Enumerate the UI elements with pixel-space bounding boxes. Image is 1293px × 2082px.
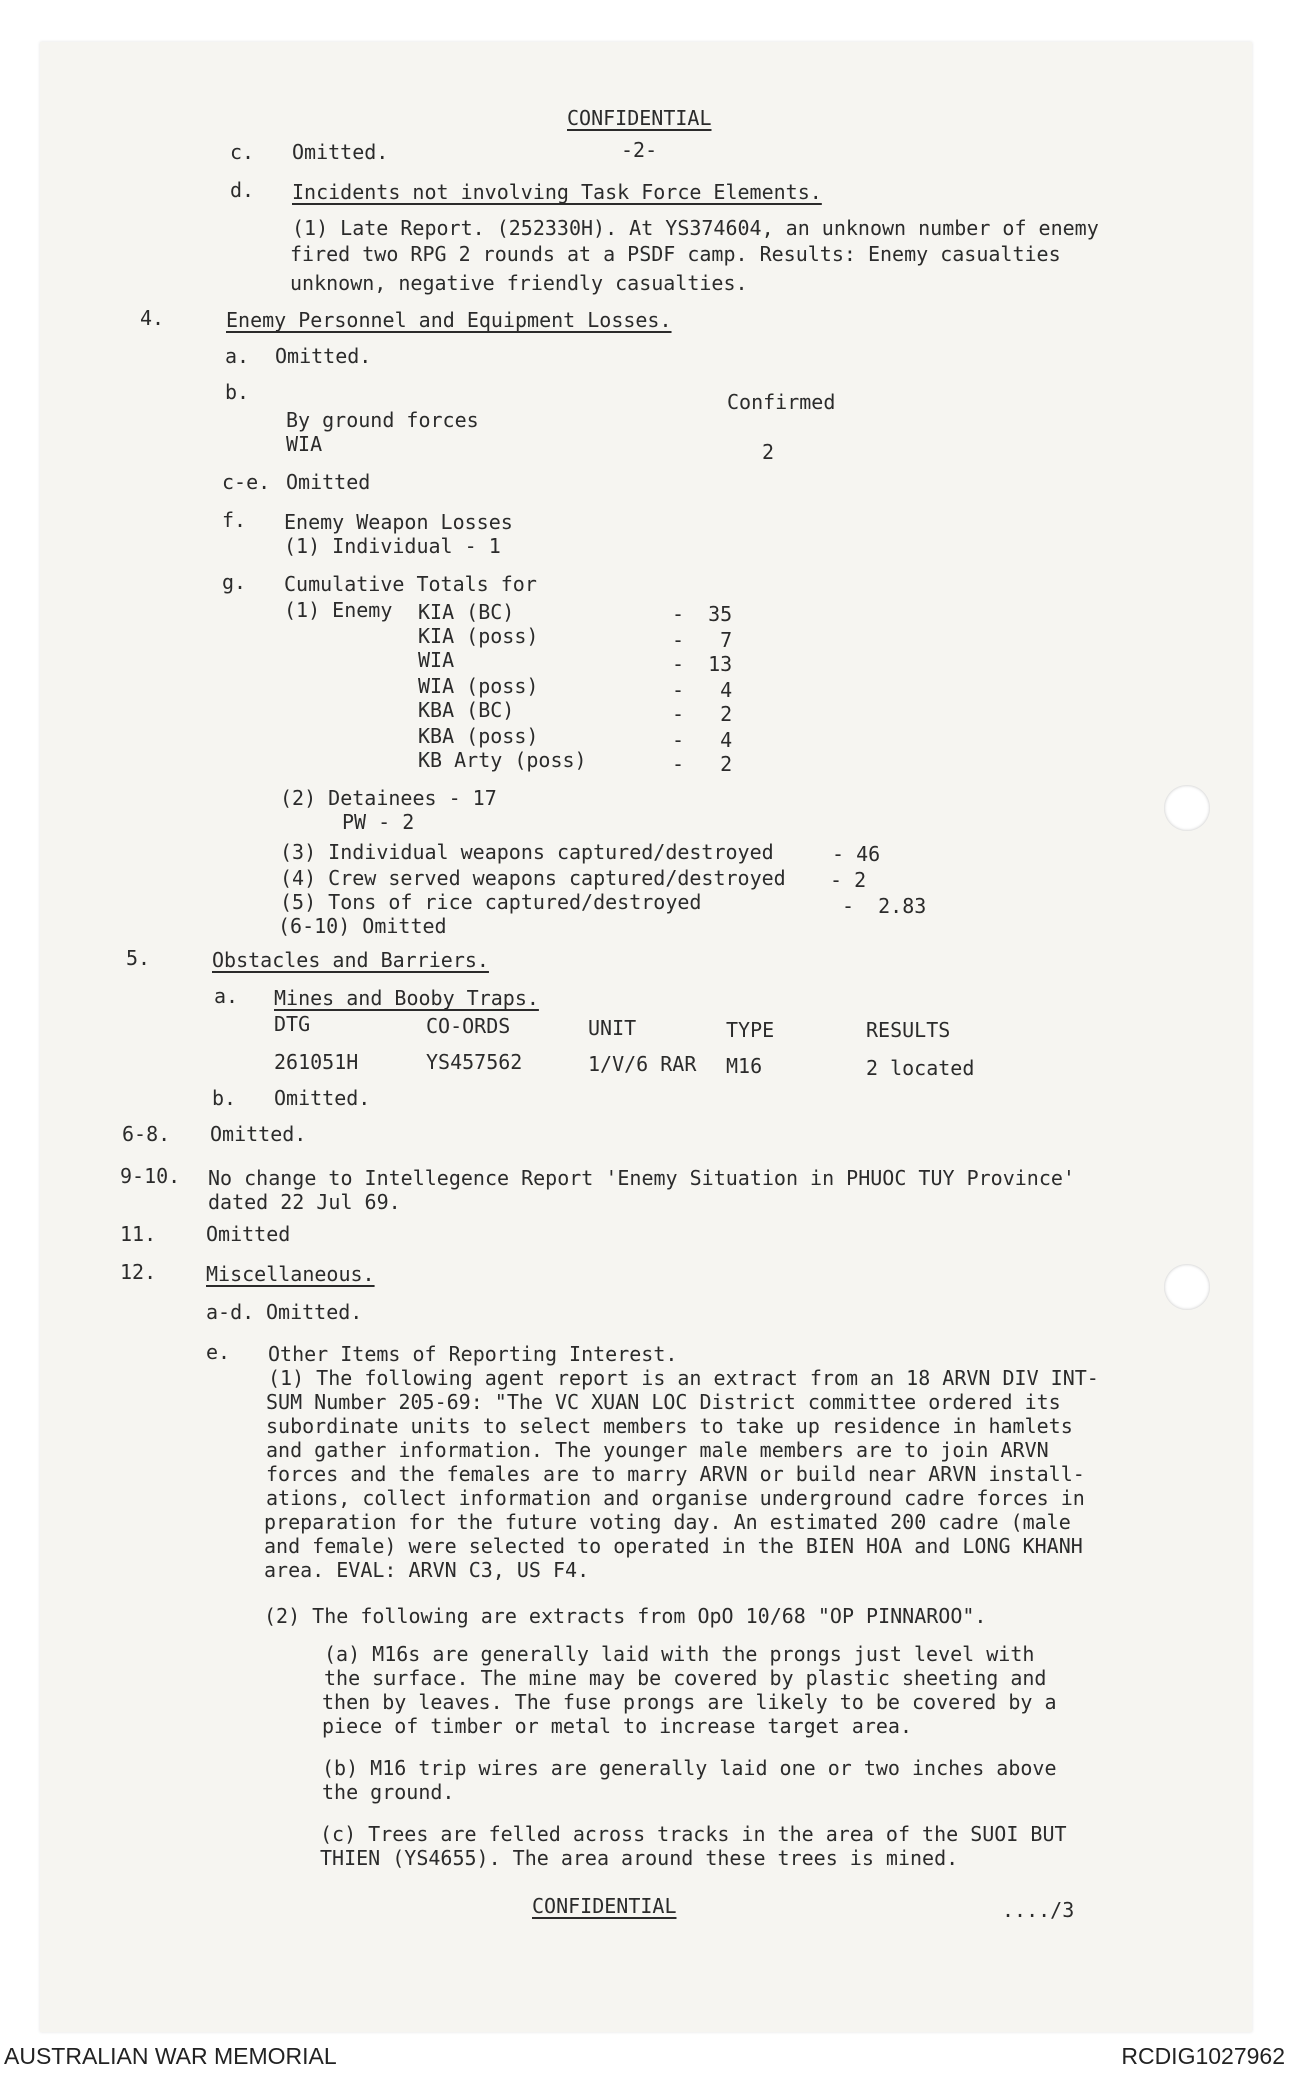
total-name: KIA (BC): [418, 600, 515, 624]
item-4f-item: (1) Individual - 1: [284, 534, 501, 558]
item-4g-2-detainees: (2) Detainees - 17: [280, 786, 497, 810]
item-4ce-label: c-e.: [222, 470, 271, 494]
section-4-title: Enemy Personnel and Equipment Losses.: [226, 308, 672, 332]
item-4ce-text: Omitted: [286, 470, 371, 494]
mines-row-unit: 1/V/6 RAR: [588, 1052, 697, 1076]
agent-report-line: subordinate units to select members to take up residence in hamlets: [266, 1414, 1073, 1438]
total-name: KIA (poss): [418, 624, 539, 648]
item-5a-title: Mines and Booby Traps.: [274, 986, 539, 1010]
total-value: - 4: [672, 728, 733, 752]
mines-row-results: 2 located: [866, 1056, 975, 1080]
total-value: - 7: [672, 628, 733, 652]
total-value-number: 2: [720, 752, 733, 776]
section-5-title: Obstacles and Barriers.: [212, 948, 489, 972]
item-3d-line-1: (1) Late Report. (252330H). At YS374604, an unknown number of enemy: [292, 216, 1099, 240]
mines-header-unit: UNIT: [588, 1016, 637, 1040]
agent-report-line: and female) were selected to operated in the BIEN HOA and LONG KHANH: [264, 1534, 1083, 1558]
item-4g-4-number: 2: [854, 868, 867, 892]
agent-report-line: and gather information. The younger male members are to join ARVN: [266, 1438, 1049, 1462]
total-value-number: 4: [720, 728, 733, 752]
item-12e-2c-line: THIEN (YS4655). The area around these trees is mined.: [320, 1846, 959, 1870]
section-12-number: 12.: [120, 1260, 157, 1284]
agent-report-line: forces and the females are to marry ARVN or build near ARVN install-: [266, 1462, 1085, 1486]
item-12e-2c-line: (c) Trees are felled across tracks in the area of the SUOI BUT: [320, 1822, 1067, 1846]
mines-header-dtg: DTG: [274, 1012, 311, 1036]
section-9-10-line-2: dated 22 Jul 69.: [208, 1190, 401, 1214]
total-value-number: 7: [720, 628, 733, 652]
item-4g-3-number: 46: [856, 842, 881, 866]
mines-row-coords: YS457562: [426, 1050, 523, 1074]
continuation-marker: ..../3: [1002, 1898, 1075, 1922]
item-4f-label: f.: [222, 508, 247, 532]
archive-reference: RCDIG1027962: [1121, 2043, 1285, 2069]
item-4b-row2: WIA: [286, 432, 323, 456]
section-11-text: Omitted: [206, 1222, 291, 1246]
item-3c-text: Omitted.: [292, 140, 389, 164]
mines-row-dtg: 261051H: [274, 1050, 359, 1074]
item-4g-3: (3) Individual weapons captured/destroyed: [280, 840, 774, 864]
item-5b-text: Omitted.: [274, 1086, 371, 1110]
total-value-number: 35: [708, 602, 733, 626]
item-4g-1-prefix: (1) Enemy: [284, 598, 393, 622]
mines-header-type: TYPE: [726, 1018, 775, 1042]
section-12-title: Miscellaneous.: [206, 1262, 375, 1286]
item-4b-header: Confirmed: [727, 390, 836, 414]
classification-bottom: CONFIDENTIAL: [532, 1894, 677, 1918]
total-name: KBA (poss): [418, 724, 539, 748]
item-3d-label: d.: [230, 178, 255, 202]
item-12e-2b-line: (b) M16 trip wires are generally laid one or two inches above: [322, 1756, 1057, 1780]
item-12e-2a-line: piece of timber or metal to increase target area.: [322, 1714, 913, 1738]
punch-hole-upper: [1164, 785, 1210, 831]
section-5-number: 5.: [126, 946, 151, 970]
item-12e-label: e.: [206, 1340, 231, 1364]
total-name: KBA (BC): [418, 698, 515, 722]
total-name: KB Arty (poss): [418, 748, 587, 772]
item-4b-label: b.: [225, 380, 250, 404]
item-3d-title: Incidents not involving Task Force Elements.: [292, 180, 822, 204]
page-number: -2-: [621, 138, 658, 162]
total-value: - 4: [672, 678, 733, 702]
item-12e-2-intro: (2) The following are extracts from OpO 10/68 "OP PINNAROO".: [264, 1604, 987, 1628]
total-value: - 2: [672, 752, 733, 776]
item-12e-2a-line: then by leaves. The fuse prongs are likely to be covered by a: [322, 1690, 1057, 1714]
section-6-8-number: 6-8.: [122, 1122, 171, 1146]
agent-report-line: preparation for the future voting day. An estimated 200 cadre (male: [264, 1510, 1071, 1534]
item-12e-2a-line: the surface. The mine may be covered by plastic sheeting and: [324, 1666, 1047, 1690]
total-value: - 35: [672, 602, 733, 626]
item-12e-2b-line: the ground.: [322, 1780, 455, 1804]
item-4g-2-pw: PW - 2: [342, 810, 415, 834]
total-value-number: 13: [708, 652, 733, 676]
item-4a-label: a.: [225, 344, 250, 368]
item-4b-value: 2: [762, 440, 775, 464]
total-value: - 13: [672, 652, 733, 676]
item-4a-text: Omitted.: [275, 344, 372, 368]
item-4g-5: (5) Tons of rice captured/destroyed: [280, 890, 702, 914]
section-11-number: 11.: [120, 1222, 157, 1246]
agent-report-line: SUM Number 205-69: "The VC XUAN LOC District committee ordered its: [266, 1390, 1061, 1414]
section-6-8-text: Omitted.: [210, 1122, 307, 1146]
item-3d-line-2: fired two RPG 2 rounds at a PSDF camp. Results: Enemy casualties: [290, 242, 1061, 266]
classification-top: CONFIDENTIAL: [567, 106, 712, 130]
item-4g-5-number: 2.83: [878, 894, 927, 918]
agent-report-line: (1) The following agent report is an extract from an 18 ARVN DIV INT-: [268, 1366, 1099, 1390]
item-3c-label: c.: [230, 140, 255, 164]
total-value-number: 4: [720, 678, 733, 702]
agent-report-line: ations, collect information and organise underground cadre forces in: [266, 1486, 1085, 1510]
mines-row-type: M16: [726, 1054, 763, 1078]
total-name: WIA: [418, 648, 455, 672]
mines-header-coords: CO-ORDS: [426, 1014, 511, 1038]
total-value-number: 2: [720, 702, 733, 726]
punch-hole-lower: [1164, 1264, 1210, 1310]
item-4g-3-value: - 46: [832, 842, 881, 866]
item-4g-4-value: - 2: [830, 868, 867, 892]
total-name: WIA (poss): [418, 674, 539, 698]
item-5a-label: a.: [214, 984, 239, 1008]
section-9-10-line-1: No change to Intellegence Report 'Enemy Situation in PHUOC TUY Province': [208, 1166, 1075, 1190]
item-4g-6-10: (6-10) Omitted: [278, 914, 447, 938]
item-4g-title: Cumulative Totals for: [284, 572, 537, 596]
archive-credit: AUSTRALIAN WAR MEMORIAL: [4, 2043, 337, 2069]
item-12ad-text: Omitted.: [266, 1300, 363, 1324]
item-4g-label: g.: [222, 570, 247, 594]
total-value: - 2: [672, 702, 733, 726]
item-12e-title: Other Items of Reporting Interest.: [268, 1342, 678, 1366]
item-4g-4: (4) Crew served weapons captured/destroyed: [280, 866, 786, 890]
section-9-10-number: 9-10.: [120, 1164, 181, 1188]
item-4g-5-value: - 2.83: [842, 894, 927, 918]
item-5b-label: b.: [212, 1086, 237, 1110]
section-4-number: 4.: [140, 306, 165, 330]
agent-report-line: area. EVAL: ARVN C3, US F4.: [264, 1558, 590, 1582]
item-4f-title: Enemy Weapon Losses: [284, 510, 513, 534]
item-4b-row1: By ground forces: [286, 408, 479, 432]
item-12e-2a-line: (a) M16s are generally laid with the prongs just level with: [324, 1642, 1035, 1666]
item-3d-line-3: unknown, negative friendly casualties.: [290, 271, 748, 295]
mines-header-results: RESULTS: [866, 1018, 951, 1042]
item-12ad-label: a-d.: [206, 1300, 255, 1324]
